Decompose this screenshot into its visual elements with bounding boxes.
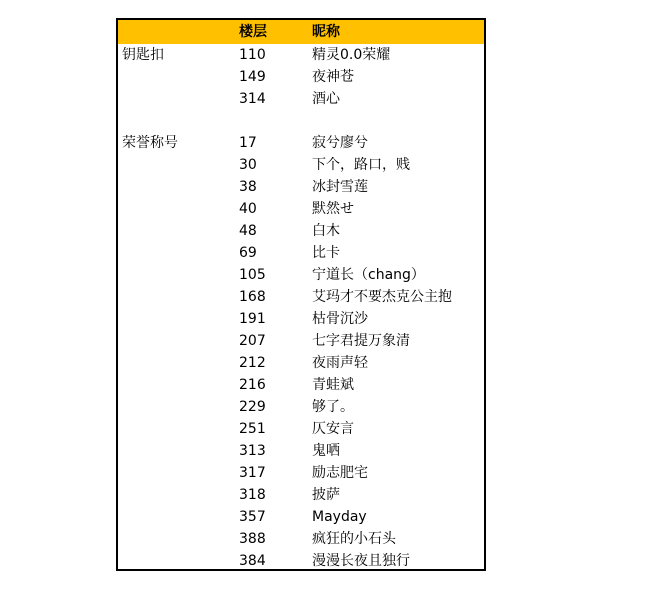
table-row — [118, 286, 484, 308]
floor-cell: 318 — [239, 487, 266, 503]
floor-cell: 168 — [239, 289, 266, 305]
table-row — [118, 462, 484, 484]
table-row — [118, 308, 484, 330]
table-row — [118, 550, 484, 572]
table-row — [118, 88, 484, 110]
nickname-cell: Mayday — [312, 509, 367, 525]
nickname-cell: 疯狂的小石头 — [312, 531, 396, 547]
nickname-cell: 冰封雪莲 — [312, 179, 368, 195]
table-row — [118, 374, 484, 396]
nickname-cell: 枯骨沉沙 — [312, 311, 368, 327]
floor-cell: 317 — [239, 465, 266, 481]
floor-cell: 216 — [239, 377, 266, 393]
floor-cell: 38 — [239, 179, 257, 195]
floor-cell: 48 — [239, 223, 257, 239]
floor-cell: 105 — [239, 267, 266, 283]
table-row — [118, 220, 484, 242]
nickname-cell: 披萨 — [312, 487, 340, 503]
table-row — [118, 506, 484, 528]
nickname-cell: 宁道长（chang） — [312, 267, 425, 283]
table-body — [118, 44, 484, 572]
floor-cell: 191 — [239, 311, 266, 327]
floor-cell: 212 — [239, 355, 266, 371]
floor-cell: 149 — [239, 69, 266, 85]
floor-cell: 30 — [239, 157, 257, 173]
table-header — [118, 20, 484, 44]
table-row — [118, 264, 484, 286]
floor-cell: 384 — [239, 553, 266, 569]
winners-table — [116, 18, 486, 571]
nickname-cell: 白木 — [312, 223, 340, 239]
nickname-cell: 默然せ — [312, 201, 354, 217]
nickname-cell: 精灵0.0荣耀 — [312, 47, 391, 63]
table-row — [118, 440, 484, 462]
table-row — [118, 352, 484, 374]
nickname-cell: 比卡 — [312, 245, 340, 261]
nickname-cell: 夜神苍 — [312, 69, 354, 85]
floor-cell: 17 — [239, 135, 257, 151]
nickname-cell: 艾玛才不要杰克公主抱 — [312, 289, 452, 305]
nickname-cell: 下个，路口，贱 — [312, 157, 410, 173]
table-row — [118, 528, 484, 550]
table-row — [118, 418, 484, 440]
floor-cell: 207 — [239, 333, 266, 349]
table-row — [118, 132, 484, 154]
floor-cell: 357 — [239, 509, 266, 525]
floor-cell: 314 — [239, 91, 266, 107]
nickname-cell: 七字君提万象清 — [312, 333, 410, 349]
category-label: 荣誉称号 — [122, 135, 178, 151]
header-name: 昵称 — [312, 24, 340, 40]
table-row — [118, 44, 484, 66]
nickname-cell: 励志肥宅 — [312, 465, 368, 481]
floor-cell: 229 — [239, 399, 266, 415]
floor-cell: 110 — [239, 47, 266, 63]
nickname-cell: 酒心 — [312, 91, 340, 107]
floor-cell: 388 — [239, 531, 266, 547]
table-row — [118, 330, 484, 352]
floor-cell: 251 — [239, 421, 266, 437]
table-row — [118, 484, 484, 506]
floor-cell: 69 — [239, 245, 257, 261]
nickname-cell: 鬼哂 — [312, 443, 340, 459]
floor-cell: 313 — [239, 443, 266, 459]
table-row — [118, 396, 484, 418]
table-row — [118, 176, 484, 198]
nickname-cell: 漫漫长夜且独行 — [312, 553, 410, 569]
nickname-cell: 夜雨声轻 — [312, 355, 368, 371]
table-row — [118, 66, 484, 88]
table-row — [118, 198, 484, 220]
category-label: 钥匙扣 — [122, 47, 164, 63]
floor-cell: 40 — [239, 201, 257, 217]
group-spacer — [118, 110, 484, 132]
nickname-cell: 青蛙斌 — [312, 377, 354, 393]
table-row — [118, 154, 484, 176]
nickname-cell: 仄安言 — [312, 421, 354, 437]
nickname-cell: 够了。 — [312, 399, 354, 415]
header-floor: 楼层 — [239, 24, 267, 40]
nickname-cell: 寂兮廖兮 — [312, 135, 368, 151]
table-row — [118, 242, 484, 264]
